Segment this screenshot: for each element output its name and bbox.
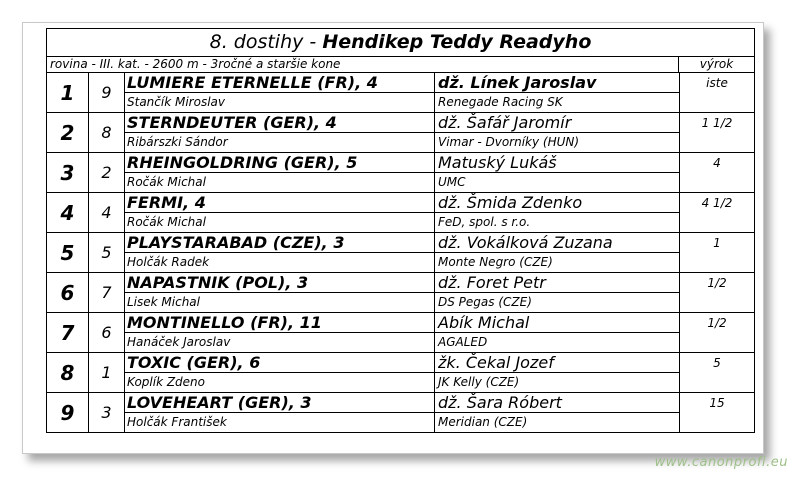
entry-line-1 [125,393,679,413]
entry-details [125,393,679,432]
entry-line-1 [125,273,679,293]
horse-name: NAPASTNIK (POL), 3 [125,273,435,292]
owner-name: Meridian (CZE) [438,415,528,429]
entry-line-1 [125,313,679,333]
results-table [46,28,755,433]
results-rows [47,73,754,432]
finish-position: 7 [47,313,89,352]
race-title [47,29,754,57]
jockey-name: dž. Foret Petr [438,273,546,292]
result-row [47,233,754,273]
entry-line-1 [125,233,679,253]
entry-line-2 [125,93,679,112]
jockey-name: dž. Šafář Jaromír [438,113,572,132]
trainer-name: Ročák Michal [125,173,435,192]
jockey-name: žk. Čekal Jozef [438,353,554,372]
entry-details [125,233,679,272]
trainer-name: Lisek Michal [125,293,435,312]
entry-line-1 [125,353,679,373]
owner-name: AGALED [438,335,488,349]
result-row [47,313,754,353]
start-number: 3 [89,393,125,432]
winning-margin: 5 [679,353,754,392]
trainer-name: Koplík Zdeno [125,373,435,392]
result-row [47,153,754,193]
trainer-name: Ribárszki Sándor [125,133,435,152]
result-row [47,273,754,313]
trainer-name: Holčák Radek [125,253,435,272]
winning-margin: 15 [679,393,754,432]
owner-name: Monte Negro (CZE) [438,255,553,269]
entry-line-1 [125,193,679,213]
entry-line-2 [125,413,679,432]
horse-name: MONTINELLO (FR), 11 [125,313,435,332]
entry-details [125,273,679,312]
owner-name: Vimar - Dvorníky (HUN) [438,135,580,149]
entry-line-1 [125,113,679,133]
horse-name: TOXIC (GER), 6 [125,353,435,372]
result-row [47,73,754,113]
finish-position: 8 [47,353,89,392]
entry-line-1 [125,153,679,173]
result-row [47,193,754,233]
result-row [47,353,754,393]
finish-position: 6 [47,273,89,312]
horse-name: PLAYSTARABAD (CZE), 3 [125,233,435,252]
finish-position: 4 [47,193,89,232]
entry-details [125,353,679,392]
start-number: 9 [89,73,125,112]
winning-margin: 1/2 [679,313,754,352]
entry-line-2 [125,213,679,232]
winning-margin: 1/2 [679,273,754,312]
start-number: 2 [89,153,125,192]
trainer-name: Stančík Miroslav [125,93,435,112]
owner-name: JK Kelly (CZE) [438,375,520,389]
entry-line-2 [125,173,679,192]
owner-name: FeD, spol. s r.o. [438,215,531,229]
trainer-name: Ročák Michal [125,213,435,232]
start-number: 7 [89,273,125,312]
entry-line-2 [125,293,679,312]
entry-line-2 [125,253,679,272]
jockey-name: Matuský Lukáš [438,153,557,172]
entry-details [125,153,679,192]
winning-margin: iste [679,73,754,112]
finish-position: 9 [47,393,89,432]
winning-margin: 1 1/2 [679,113,754,152]
start-number: 1 [89,353,125,392]
winning-margin: 4 1/2 [679,193,754,232]
finish-position: 2 [47,113,89,152]
watermark: www.canonprofi.eu [654,455,788,470]
race-number: 8. dostihy - [209,31,317,53]
entry-line-1 [125,73,679,93]
finish-position: 3 [47,153,89,192]
jockey-name: dž. Šmida Zdenko [438,193,583,212]
start-number: 5 [89,233,125,272]
start-number: 8 [89,113,125,152]
horse-name: LOVEHEART (GER), 3 [125,393,435,412]
entry-details [125,193,679,232]
horse-name: RHEINGOLDRING (GER), 5 [125,153,435,172]
margin-header: výrok [699,57,734,71]
owner-name: Renegade Racing SK [438,95,563,109]
entry-line-2 [125,373,679,392]
result-row [47,113,754,153]
winning-margin: 4 [679,153,754,192]
jockey-name: dž. Línek Jaroslav [438,73,597,92]
jockey-name: dž. Šara Róbert [438,393,562,412]
race-name: Hendikep Teddy Readyho [322,31,592,53]
entry-details [125,73,679,112]
jockey-name: Abík Michal [438,313,530,332]
entry-details [125,113,679,152]
start-number: 6 [89,313,125,352]
finish-position: 5 [47,233,89,272]
race-conditions-row [47,57,754,73]
entry-details [125,313,679,352]
trainer-name: Hanáček Jaroslav [125,333,435,352]
winning-margin: 1 [679,233,754,272]
jockey-name: dž. Vokálková Zuzana [438,233,613,252]
entry-line-2 [125,333,679,352]
owner-name: UMC [438,175,466,189]
entry-line-2 [125,133,679,152]
start-number: 4 [89,193,125,232]
finish-position: 1 [47,73,89,112]
result-row [47,393,754,432]
race-conditions: rovina - III. kat. - 2600 m - 3ročné a staršie kone [47,57,679,72]
trainer-name: Holčák František [125,413,435,432]
owner-name: DS Pegas (CZE) [438,295,532,309]
horse-name: STERNDEUTER (GER), 4 [125,113,435,132]
horse-name: FERMI, 4 [125,193,435,212]
horse-name: LUMIERE ETERNELLE (FR), 4 [125,73,435,92]
